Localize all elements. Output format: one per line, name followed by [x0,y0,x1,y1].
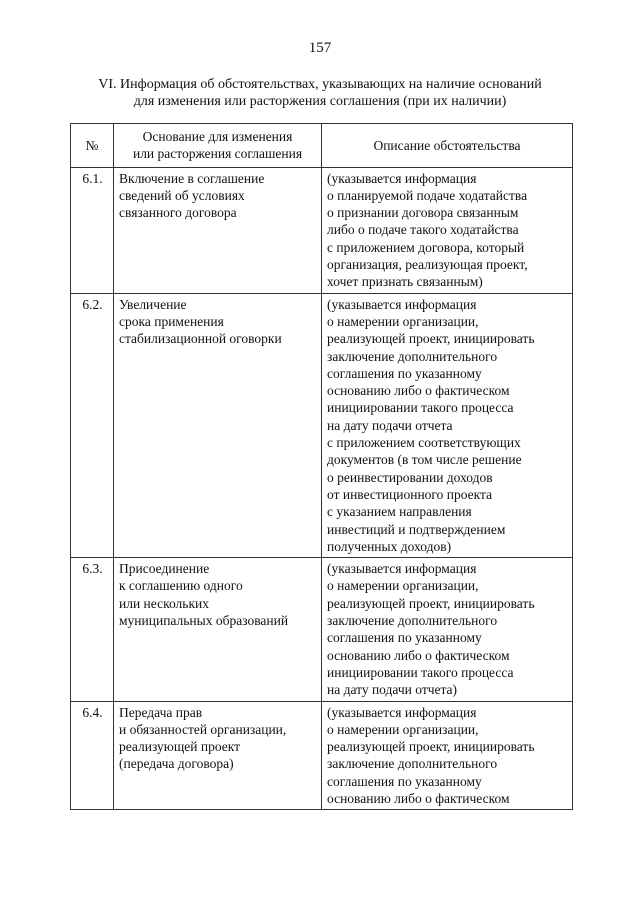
row-basis [114,293,322,557]
row-basis [114,701,322,810]
basis-line: срока применения [119,313,224,329]
description-line: о признании договора связанным [327,205,519,221]
row-number: 6.2. [71,293,114,557]
description-line: хочет признать связанным) [327,274,483,290]
basis-line: (передача договора) [119,756,234,772]
description-line: полученных доходов) [327,538,452,554]
table-row [71,167,573,293]
description-line: о намерении организации, [327,313,479,329]
description-line: инициировании такого процесса [327,664,514,680]
description-line: заключение дополнительного [327,613,498,629]
row-description [322,167,573,293]
basis-line: к соглашению одного [119,578,243,594]
description-line: заключение дополнительного [327,756,498,772]
description-line: на дату подачи отчета [327,417,453,433]
description-line: о намерении организации, [327,578,479,594]
basis-line: Включение в соглашение [119,170,265,186]
section-title [60,76,580,110]
row-basis [114,167,322,293]
description-line: соглашения по указанному [327,773,482,789]
section-title-line: для изменения или расторжения соглашения (при их наличии) [133,94,507,109]
header-basis-line: или расторжения соглашения [132,146,303,162]
basis-line: и обязанностей организации, [119,721,287,737]
description-line: с приложением договора, который [327,239,525,255]
table-row [71,558,573,701]
description-line: (указывается информация [327,704,477,720]
section-title-line: VI. Информация об обстоятельствах, указывающих на наличие оснований [98,77,542,92]
basis-line: Передача прав [119,704,203,720]
description-line: от инвестиционного проекта [327,486,493,502]
basis-line: муниципальных образований [119,613,289,629]
description-line: реализующей проект, инициировать [327,595,535,611]
description-line: реализующей проект, инициировать [327,331,535,347]
header-num: № [71,124,114,168]
description-line: инициировании такого процесса [327,400,514,416]
row-description [322,293,573,557]
basis-line: реализующей проект [119,739,241,755]
row-number: 6.4. [71,701,114,810]
header-basis-line: Основание для изменения [142,129,293,144]
description-line: либо о подаче такого ходатайства [327,222,519,238]
basis-line: стабилизационной оговорки [119,331,282,347]
description-line: реализующей проект, инициировать [327,739,535,755]
description-line: основанию либо о фактическом [327,647,510,663]
description-line: соглашения по указанному [327,630,482,646]
description-line: заключение дополнительного [327,348,498,364]
table-row [71,701,573,810]
basis-line: или нескольких [119,595,209,611]
description-line: на дату подачи отчета) [327,682,458,698]
description-line: о намерении организации, [327,721,479,737]
row-number: 6.3. [71,558,114,701]
header-basis [114,124,322,168]
description-line: основанию либо о фактическом [327,383,510,399]
description-line: инвестиций и подтверждением [327,521,506,537]
circumstances-table [70,123,573,810]
description-line: организация, реализующая проект, [327,257,528,273]
description-line: о планируемой подаче ходатайства [327,187,528,203]
row-description [322,701,573,810]
page-number: 157 [308,40,332,56]
table-header-row [71,124,573,168]
description-line: с указанием направления [327,504,472,520]
basis-line: связанного договора [119,205,237,221]
table-row [71,293,573,557]
row-number: 6.1. [71,167,114,293]
basis-line: Присоединение [119,561,210,577]
description-line: (указывается информация [327,296,477,312]
description-line: соглашения по указанному [327,365,482,381]
description-line: основанию либо о фактическом [327,790,510,806]
description-line: с приложением соответствующих [327,435,521,451]
header-description: Описание обстоятельства [322,124,573,168]
basis-line: Увеличение [119,296,187,312]
description-line: о реинвестировании доходов [327,469,493,485]
row-description [322,558,573,701]
basis-line: сведений об условиях [119,187,245,203]
description-line: документов (в том числе решение [327,452,522,468]
row-basis [114,558,322,701]
description-line: (указывается информация [327,561,477,577]
description-line: (указывается информация [327,170,477,186]
